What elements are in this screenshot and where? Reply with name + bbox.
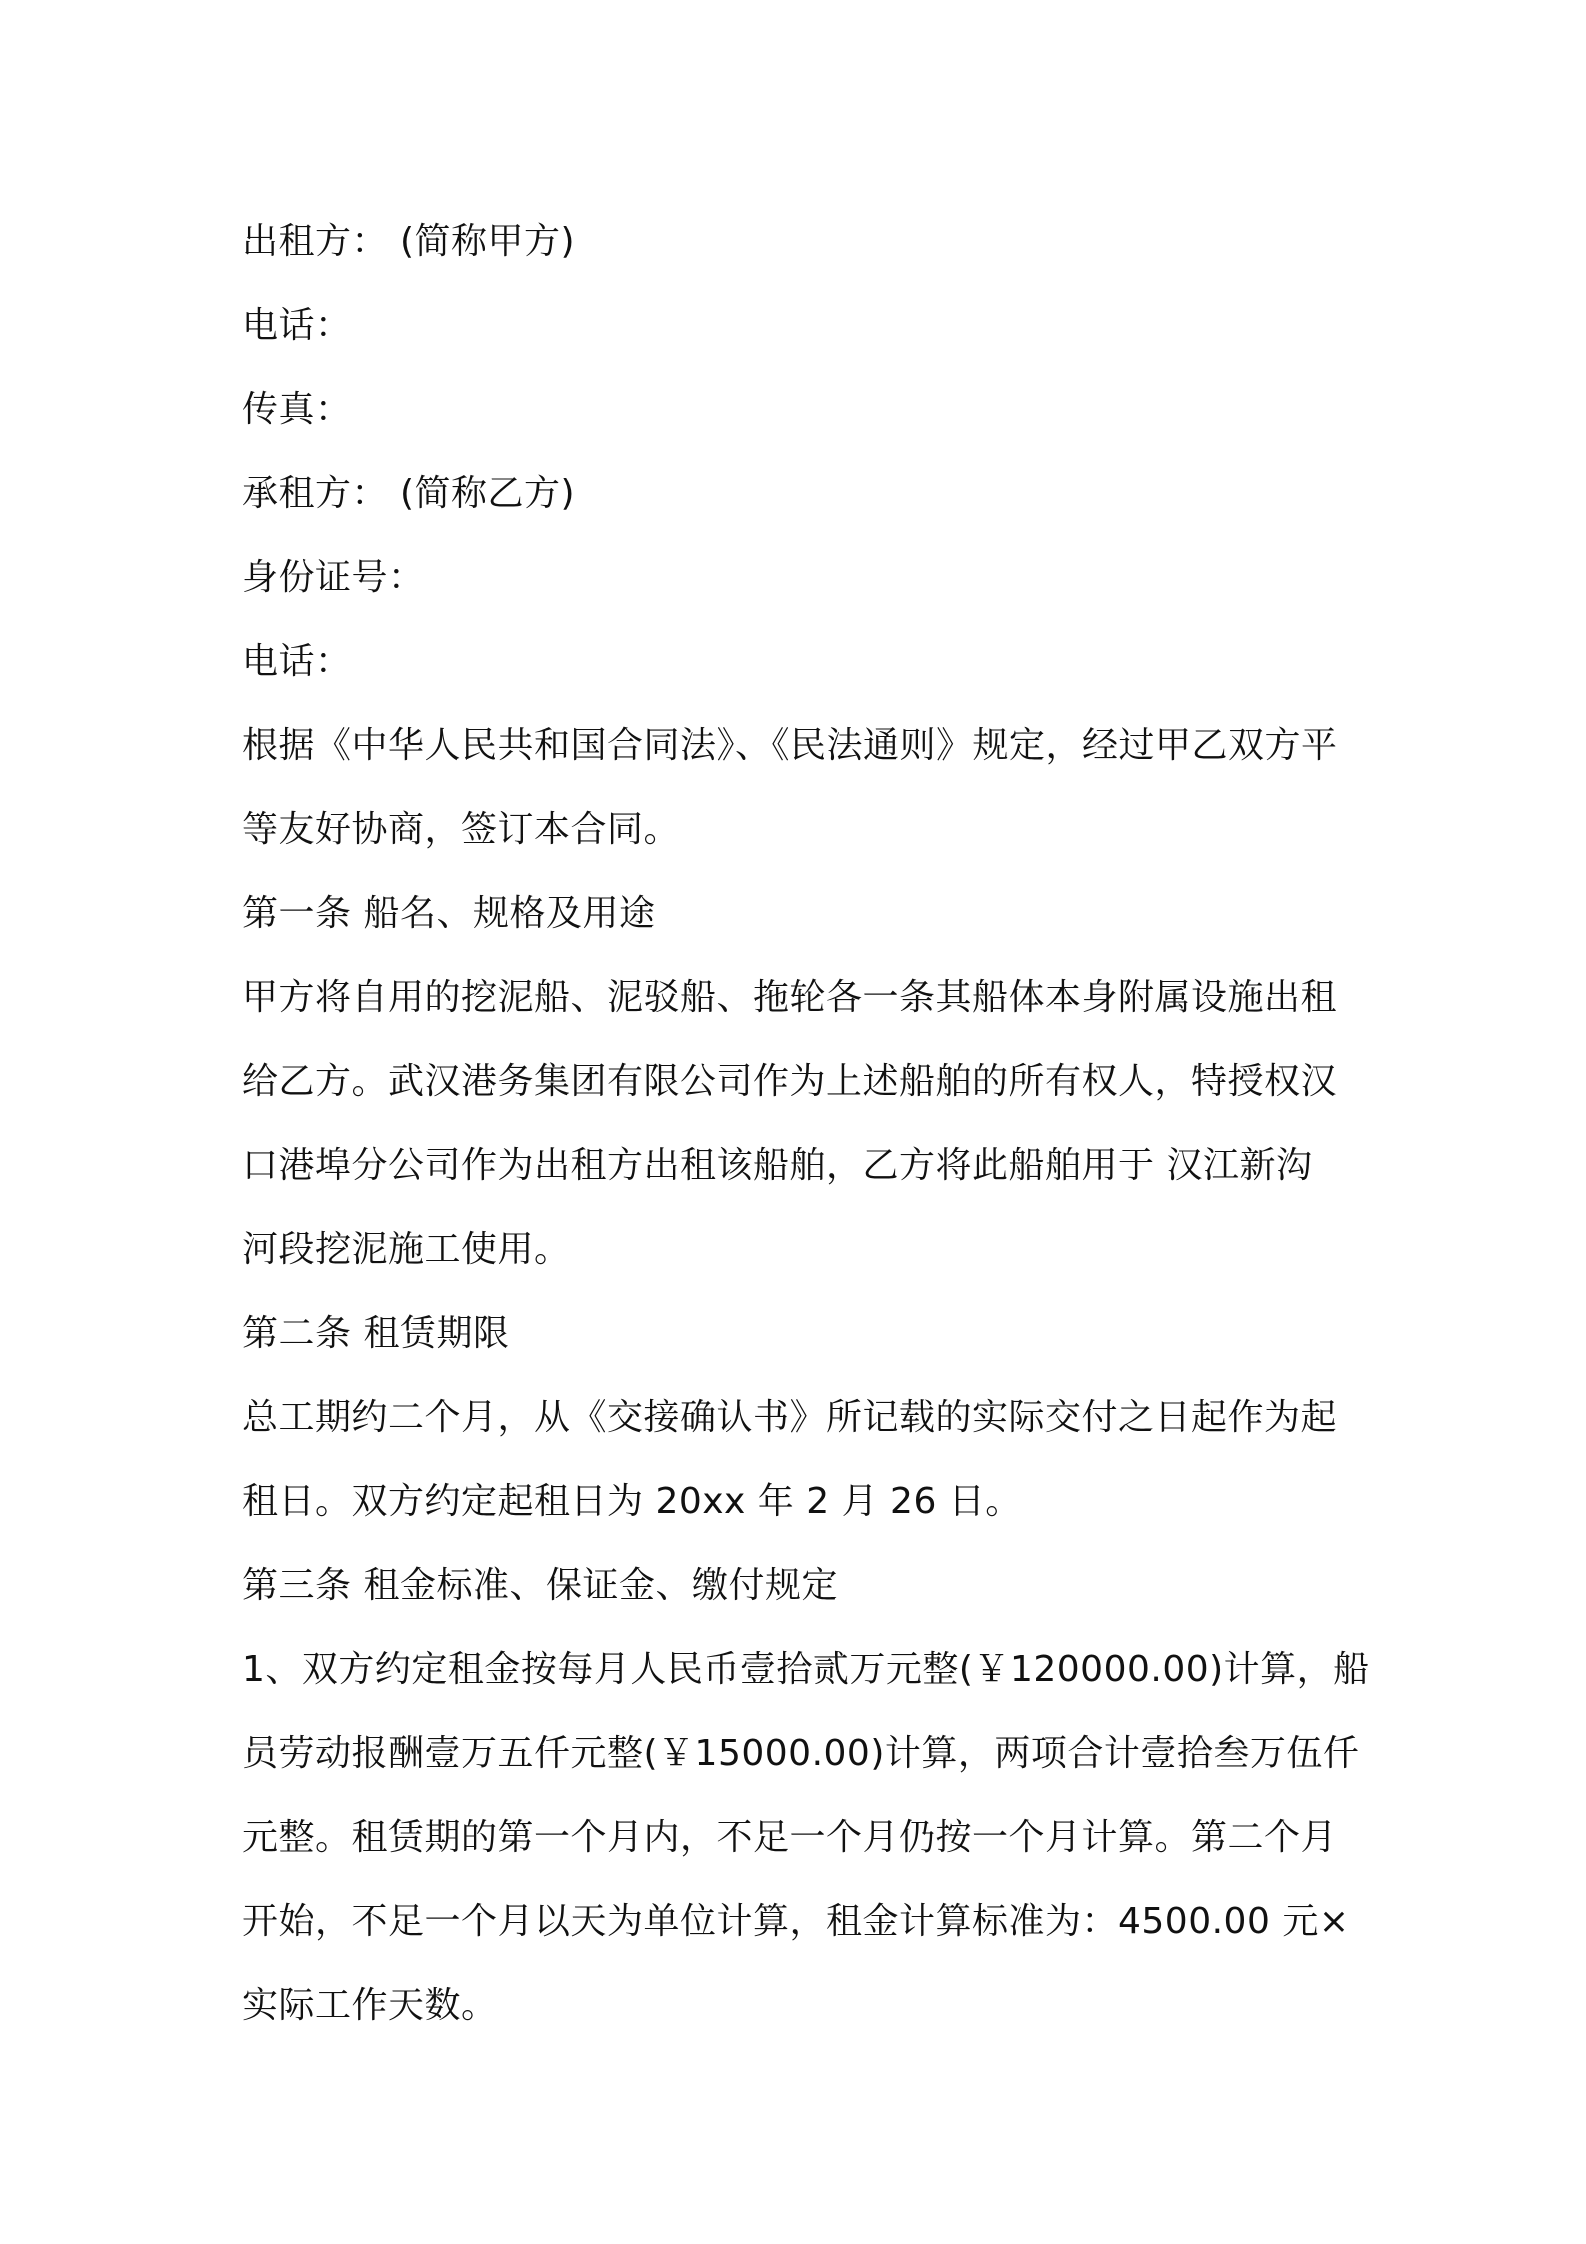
article3-line: 员劳动报酬壹万五仟元整(￥15000.00)计算，两项合计壹拾叁万伍仟	[242, 1733, 1360, 1774]
article3-line: 1、双方约定租金按每月人民币壹拾贰万元整(￥120000.00)计算，船	[242, 1649, 1370, 1690]
article3-line: 开始，不足一个月以天为单位计算，租金计算标准为：4500.00 元×	[242, 1901, 1350, 1942]
lessee-phone-field: 电话：	[242, 641, 352, 682]
intro-line: 根据《中华人民共和国合同法》、《民法通则》规定，经过甲乙双方平	[242, 725, 1338, 766]
article3-heading: 第三条 租金标准、保证金、缴付规定	[242, 1565, 838, 1606]
article1-line: 给乙方。武汉港务集团有限公司作为上述船舶的所有权人，特授权汉	[242, 1061, 1338, 1102]
article2-line: 租日。双方约定起租日为 20xx 年 2 月 26 日。	[242, 1481, 1022, 1522]
intro-line: 等友好协商，签订本合同。	[242, 809, 681, 850]
lessor-field: 出租方： (简称甲方)	[242, 221, 576, 262]
article1-line: 河段挖泥施工使用。	[242, 1229, 571, 1270]
lessor-fax-field: 传真：	[242, 389, 352, 430]
lessor-phone-field: 电话：	[242, 305, 352, 346]
article1-heading: 第一条 船名、规格及用途	[242, 893, 656, 934]
article1-line: 口港埠分公司作为出租方出租该船舶，乙方将此船舶用于 汉江新沟	[242, 1145, 1313, 1186]
lessee-field: 承租方： (简称乙方)	[242, 473, 576, 514]
article3-line: 元整。租赁期的第一个月内，不足一个月仍按一个月计算。第二个月	[242, 1817, 1338, 1858]
document-body	[242, 200, 1370, 2048]
article1-line: 甲方将自用的挖泥船、泥驳船、拖轮各一条其船体本身附属设施出租	[242, 977, 1338, 1018]
article2-heading: 第二条 租赁期限	[242, 1313, 510, 1354]
article3-line: 实际工作天数。	[242, 1985, 498, 2026]
article2-line: 总工期约二个月，从《交接确认书》所记载的实际交付之日起作为起	[242, 1397, 1338, 1438]
lessee-id-field: 身份证号：	[242, 557, 425, 598]
